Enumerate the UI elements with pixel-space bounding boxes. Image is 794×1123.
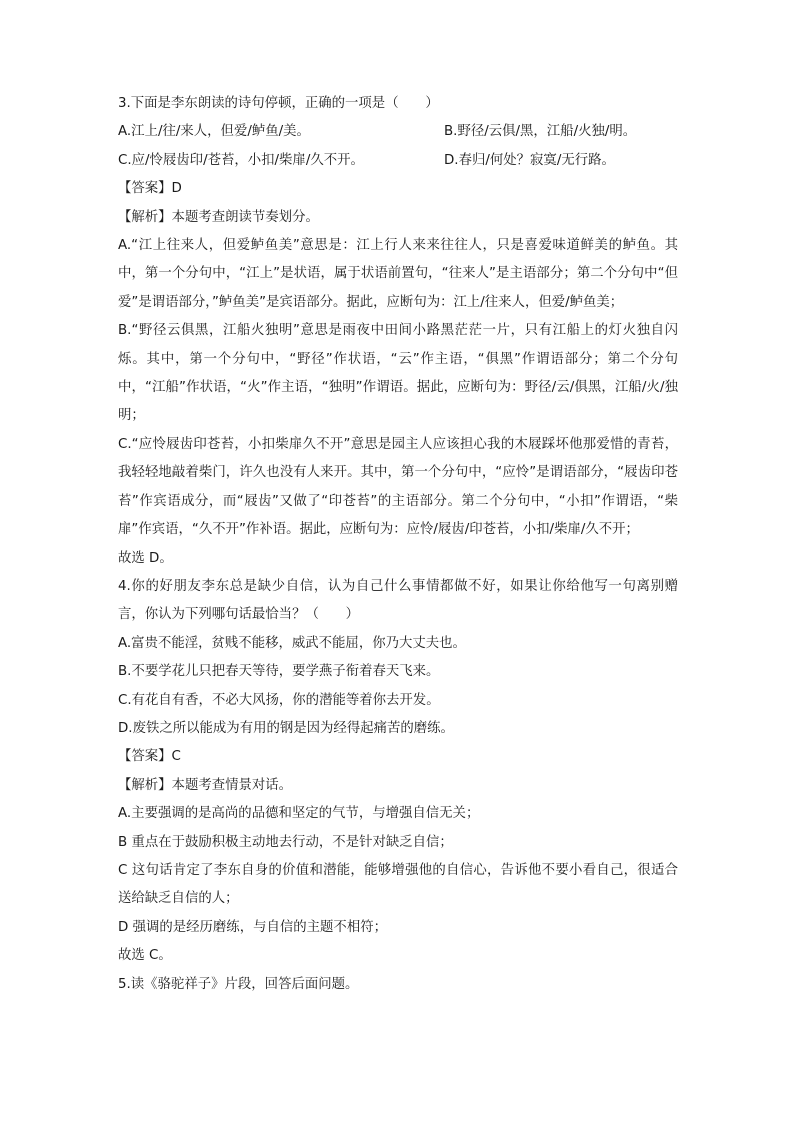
q4-analysis-d: D 强调的是经历磨练，与自信的主题不相符；: [118, 919, 387, 935]
q4-analysis-title: 【解析】本题考查情景对话。: [118, 777, 293, 793]
q3-analysis-b: B.“野径云俱黑，江船火独明”意思是雨夜中田间小路黑茫茫一片，只有江船上的灯火独自闪烁。其中，第一个分句中，“野径”作状语，“云”作主语，“俱黑”作谓语部分；第二个分句中，“江船”作状语，“火”作主语，“独明”作谓语。据此，应断句为：野径/云/俱黑，江船/火/独明；: [118, 323, 678, 424]
q4-option-b: B.不要学花儿只把春天等待，要学燕子衔着春天飞来。: [118, 664, 440, 680]
q3-options-row-2: [118, 147, 678, 175]
q3-analysis-title: 【解析】本题考查朗读节奏划分。: [118, 209, 319, 225]
document-content: [118, 90, 678, 999]
q4-stem: 4.你的好朋友李东总是缺少自信，认为自己什么事情都做不好，如果让你给他写一句离别赠言，你认为下列哪句话最恰当？（ ）: [118, 578, 678, 623]
q4-option-d: D.废铁之所以能成为有用的钢是因为经得起痛苦的磨练。: [118, 720, 454, 736]
q3-conclusion: 故选 D。: [118, 550, 173, 566]
q4-option-c: C.有花自有香，不必大风扬，你的潜能等着你去开发。: [118, 692, 440, 708]
q4-answer: 【答案】C: [118, 749, 181, 765]
q3-options-row-1: [118, 118, 678, 146]
q4-conclusion: 故选 C。: [118, 948, 172, 964]
q4-option-a: A.富贵不能淫，贫贱不能移，威武不能屈，你乃大丈夫也。: [118, 635, 466, 651]
q3-option-d: D.春归/何处？寂寞/无行路。: [444, 152, 615, 168]
q4-analysis-a: A.主要强调的是高尚的品德和坚定的气节，与增强自信无关；: [118, 806, 480, 822]
q4-analysis-c: C 这句话肯定了李东自身的价值和潜能，能够增强他的自信心，告诉他不要小看自己，很适合送给缺乏自信的人；: [118, 862, 678, 907]
q3-option-b: B.野径/云俱/黑，江船/火独/明。: [444, 124, 637, 140]
q3-answer: 【答案】D: [118, 181, 182, 197]
q3-option-c: C.应/怜屐齿印/苍苔，小扣/柴扉/久不开。: [118, 152, 364, 168]
q3-analysis-c: C.“应怜屐齿印苍苔，小扣柴扉久不开”意思是园主人应该担心我的木屐踩坏他那爱惜的青苔，我轻轻地敲着柴门，许久也没有人来开。其中，第一个分句中，“应怜”是谓语部分，“屐齿印苍苔”作宾语成分，而“屐齿”又做了“印苍苔”的主语部分。第二个分句中，“小扣”作谓语，“柴扉”作宾语，“久不开”作补语。据此，应断句为：应怜/屐齿/印苍苔，小扣/柴扉/久不开；: [118, 436, 678, 538]
q5-stem: 5.读《骆驼祥子》片段，回答后面问题。: [118, 976, 359, 992]
q4-analysis-b: B 重点在于鼓励积极主动地去行动，不是针对缺乏自信；: [118, 834, 453, 850]
q3-stem: 3.下面是李东朗读的诗句停顿，正确的一项是（ ）: [118, 96, 439, 111]
q3-analysis-a: A.“江上往来人，但爱鲈鱼美”意思是：江上行人来来往往人，只是喜爱味道鲜美的鲈鱼。其中，第一个分句中，“江上”是状语，属于状语前置句，“往来人”是主语部分；第二个分句中“但爱”是谓语部分，”鲈鱼美”是宾语部分。据此，应断句为：江上/往来人，但爱/鲈鱼美；: [118, 238, 678, 310]
q3-option-a: A.江上/往/来人，但爱/鲈鱼/美。: [118, 124, 310, 140]
